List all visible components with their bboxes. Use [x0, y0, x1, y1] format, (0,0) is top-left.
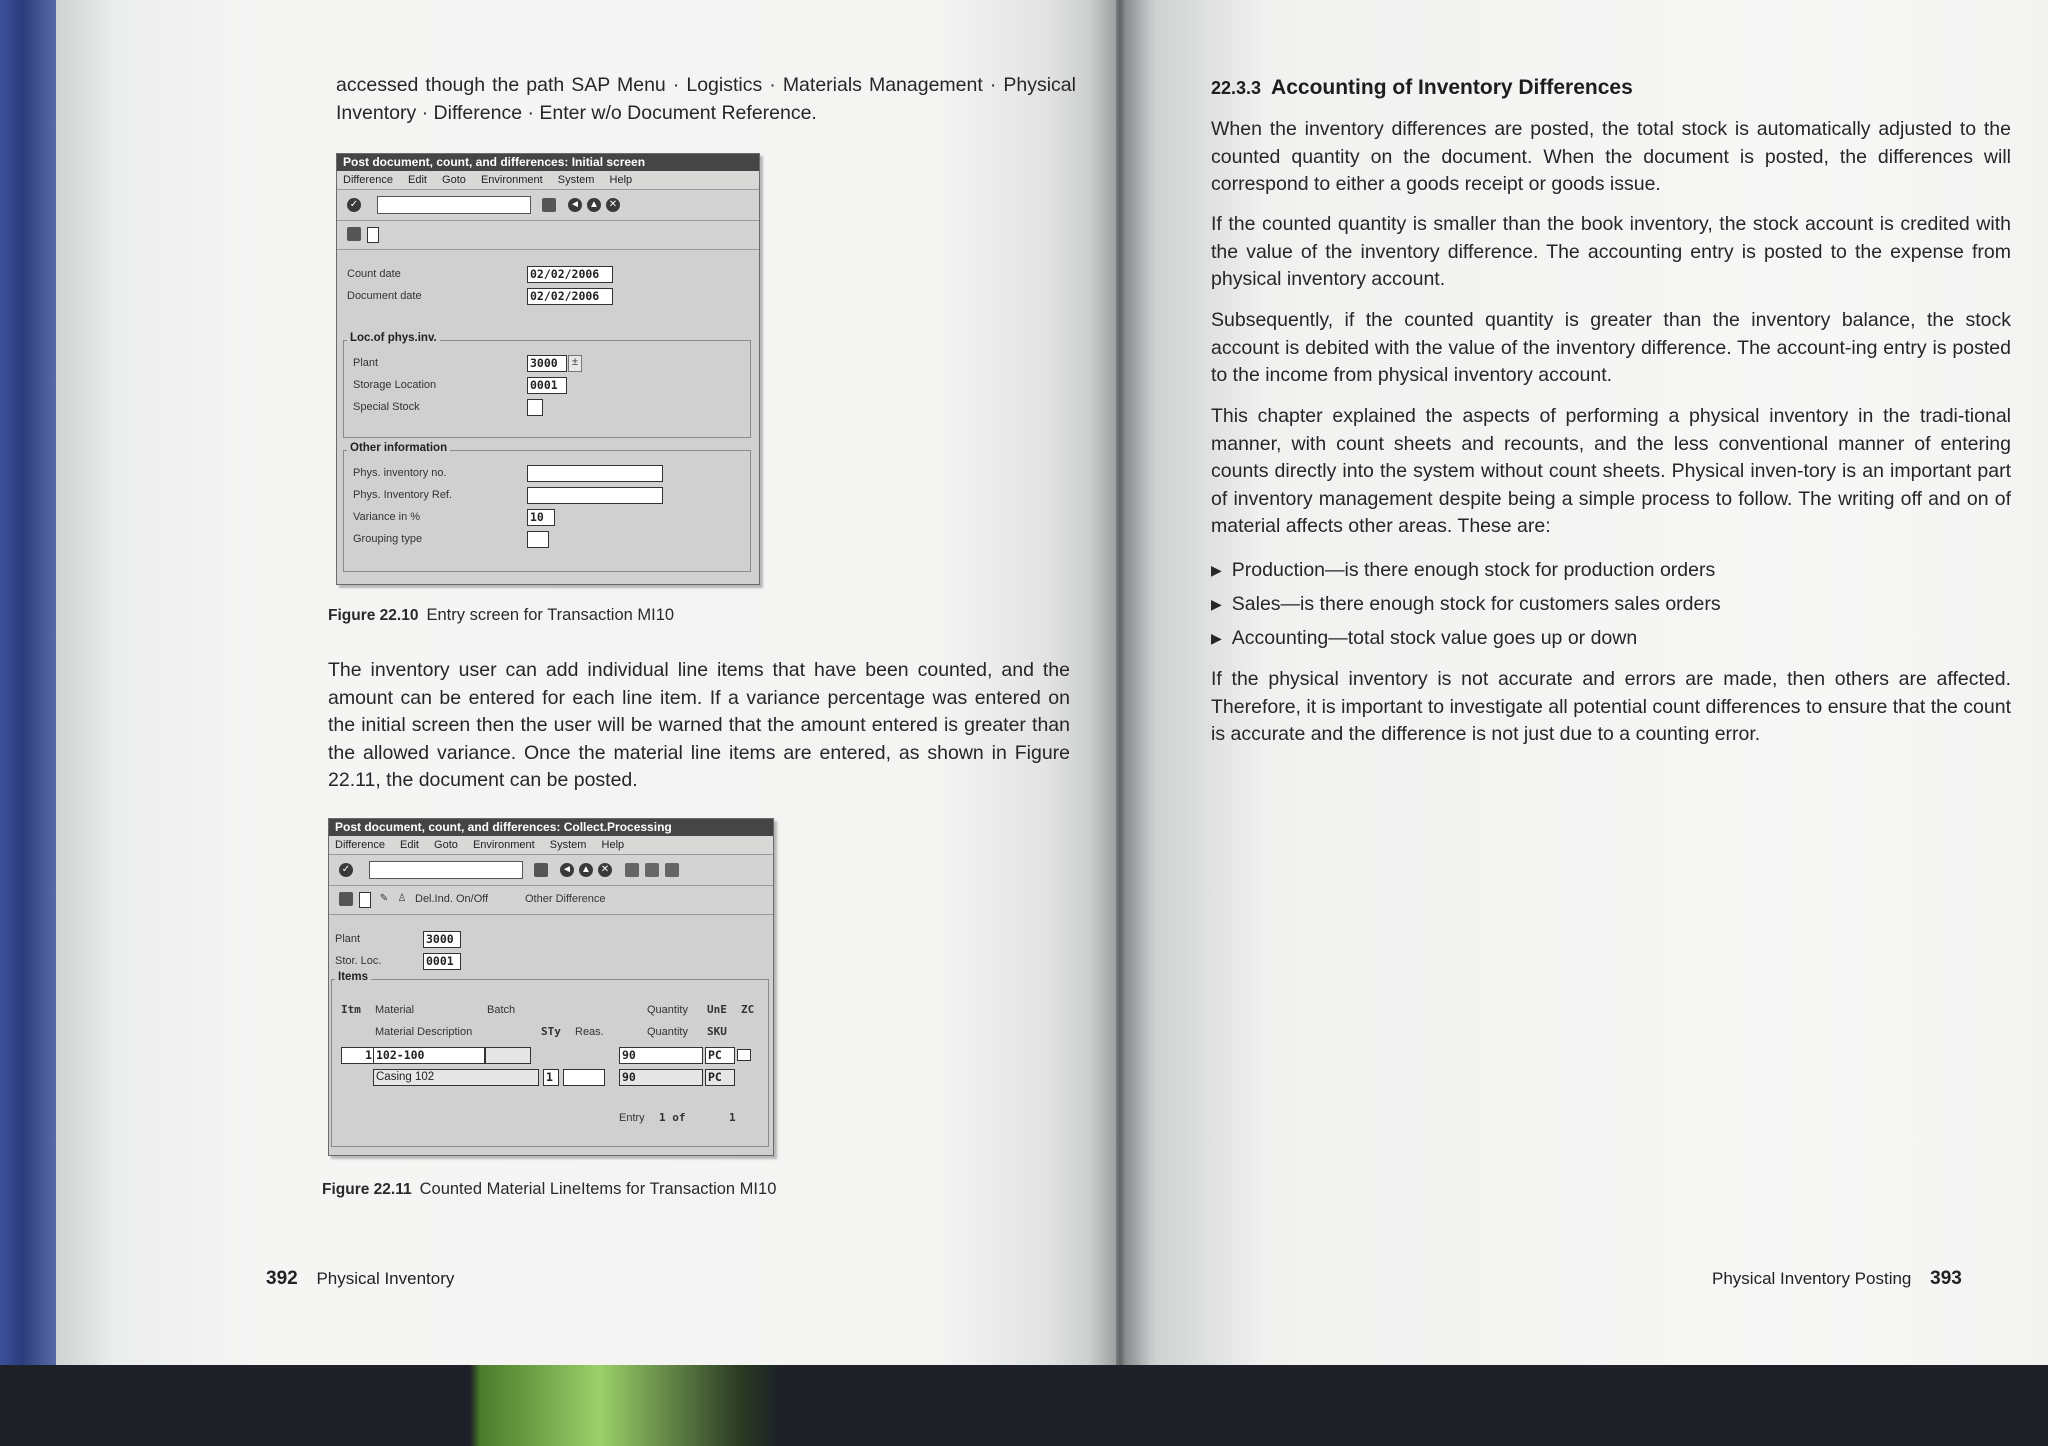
- user-icon[interactable]: ♙: [397, 893, 407, 904]
- list-item: [1211, 587, 2011, 621]
- sap-window-initial-screen: [336, 153, 760, 585]
- menu-environment[interactable]: Environment: [472, 839, 535, 851]
- loc-phys-inv-title: Loc.of phys.inv.: [347, 332, 440, 344]
- count-date-label: Count date: [347, 268, 401, 280]
- col-zc: ZC: [741, 1003, 755, 1016]
- back-icon[interactable]: ◄: [560, 863, 574, 877]
- figure-22-10-text: Entry screen for Transaction MI10: [426, 606, 675, 624]
- new-document-icon[interactable]: [359, 892, 371, 908]
- special-stock-field[interactable]: [527, 399, 543, 416]
- window-title: Post document, count, and differences: Collect.Processing: [329, 819, 773, 836]
- standard-toolbar: [329, 855, 773, 886]
- count-date-field[interactable]: 02/02/2006: [527, 266, 613, 283]
- col-reas: Reas.: [575, 1026, 604, 1038]
- entry-value: 1 of: [659, 1111, 686, 1124]
- save-icon[interactable]: [542, 198, 556, 212]
- paragraph-4: This chapter explained the aspects of performing a physical inventory in the tradi-tional manner, with count sheets and recounts, and the less conventional manner of entering counts directly into the system without count sheets. Physical inven-tory is an important part of inventory management despite being a simple process to follow. The writing off and on of material affects other areas. These are:: [1211, 405, 2011, 537]
- figure-22-10-caption: [328, 606, 674, 625]
- section-heading: [1211, 76, 1633, 100]
- col-material: Material: [375, 1004, 415, 1016]
- command-field[interactable]: [377, 196, 531, 214]
- menu-environment[interactable]: Environment: [480, 174, 543, 186]
- enter-icon[interactable]: ✓: [347, 198, 361, 212]
- storage-location-field[interactable]: 0001: [527, 377, 567, 394]
- stor-loc-label: Stor. Loc.: [335, 955, 382, 967]
- col-material-description: Material Description: [375, 1026, 473, 1038]
- row-zc-checkbox[interactable]: [737, 1049, 751, 1061]
- row-une-field[interactable]: PC: [705, 1047, 735, 1064]
- col-sku: SKU: [707, 1025, 727, 1038]
- plant-label: Plant: [353, 357, 379, 369]
- edit-icon[interactable]: ✎: [379, 893, 389, 904]
- grouping-type-field[interactable]: [527, 531, 549, 548]
- application-toolbar: [337, 221, 759, 250]
- paragraph-3: Subsequently, if the counted quantity is greater than the inventory balance, the stock account is debited with the value of the inventory difference. The account-ing entry is posted to the income from physical inventory account.: [1211, 309, 2011, 386]
- other-information-title: Other information: [347, 442, 450, 454]
- intro-text: accessed though the path SAP Menu · Logistics · Materials Management · Physical Inventory · Difference · Enter w/o Document Reference.: [336, 74, 1076, 124]
- left-background-edge: [0, 0, 56, 1365]
- cancel-icon[interactable]: ✕: [606, 198, 620, 212]
- print-icon[interactable]: [347, 227, 361, 241]
- print-icon[interactable]: [625, 863, 639, 877]
- menu-help[interactable]: Help: [601, 839, 625, 851]
- new-document-icon[interactable]: [367, 227, 379, 243]
- figure-22-11-text: Counted Material LineItems for Transaction MI10: [419, 1180, 777, 1198]
- bullet-list: [1211, 553, 2011, 655]
- menu-system[interactable]: System: [549, 839, 587, 851]
- menu-bar: [329, 836, 773, 855]
- figure-22-11-label: Figure 22.11: [322, 1181, 412, 1198]
- document-date-label: Document date: [347, 290, 422, 302]
- bullet-text: Production—is there enough stock for production orders: [1231, 559, 1716, 581]
- stor-loc-field[interactable]: 0001: [423, 953, 461, 970]
- find-next-icon[interactable]: [665, 863, 679, 877]
- left-page-number: 392: [266, 1268, 298, 1289]
- save-icon[interactable]: [534, 863, 548, 877]
- storage-location-label: Storage Location: [353, 379, 437, 391]
- menu-goto[interactable]: Goto: [434, 839, 458, 851]
- left-footer: [266, 1268, 454, 1290]
- bullet-triangle-icon: ▶: [1211, 630, 1222, 646]
- row-description-field: Casing 102: [373, 1069, 539, 1086]
- phys-inventory-ref-field[interactable]: [527, 487, 663, 504]
- document-date-field[interactable]: 02/02/2006: [527, 288, 613, 305]
- variance-label: Variance in %: [353, 511, 421, 523]
- col-itm: Itm: [341, 1003, 361, 1016]
- col-sty: STy: [541, 1025, 561, 1038]
- print-icon[interactable]: [339, 892, 353, 906]
- right-footer: [1712, 1268, 1962, 1290]
- plant-label: Plant: [335, 933, 361, 945]
- right-page: [1116, 0, 2048, 1365]
- right-page-number: 393: [1930, 1268, 1962, 1289]
- menu-edit[interactable]: Edit: [408, 174, 427, 186]
- plant-field[interactable]: 3000: [423, 931, 461, 948]
- entry-total: 1: [729, 1111, 736, 1124]
- window-title: Post document, count, and differences: Initial screen: [337, 154, 759, 171]
- plant-dropdown-icon[interactable]: ±: [568, 355, 582, 372]
- menu-difference[interactable]: Difference: [343, 174, 393, 186]
- row-quantity-2-field: 90: [619, 1069, 703, 1086]
- row-reas-field[interactable]: [563, 1069, 605, 1086]
- grouping-type-label: Grouping type: [353, 533, 423, 545]
- col-quantity-2: Quantity: [647, 1026, 688, 1038]
- find-icon[interactable]: [645, 863, 659, 877]
- section-title: Accounting of Inventory Differences: [1271, 76, 1633, 99]
- left-page: [56, 0, 1116, 1365]
- exit-icon[interactable]: ▲: [587, 198, 601, 212]
- paragraph-1: When the inventory differences are posted, the total stock is automatically adjusted to the counted quantity on the document. When the document is posted, the differences will correspond to either a goods receipt or goods issue.: [1211, 118, 2011, 195]
- items-title: Items: [335, 971, 371, 983]
- bottom-background: [0, 1365, 2048, 1446]
- row-itm-field[interactable]: 1: [341, 1047, 375, 1064]
- bullet-text: Sales—is there enough stock for customers sales orders: [1231, 593, 1721, 615]
- entry-label: Entry: [619, 1112, 645, 1124]
- col-quantity: Quantity: [647, 1004, 688, 1016]
- plant-field[interactable]: 3000: [527, 355, 567, 372]
- variance-field[interactable]: 10: [527, 509, 555, 526]
- left-footer-title: Physical Inventory: [316, 1269, 455, 1288]
- sap-window-collect-processing: [328, 818, 774, 1156]
- col-batch: Batch: [487, 1004, 516, 1016]
- right-footer-title: Physical Inventory Posting: [1712, 1269, 1912, 1288]
- cancel-icon[interactable]: ✕: [598, 863, 612, 877]
- row-sku-field: PC: [705, 1069, 735, 1086]
- menu-difference[interactable]: Difference: [335, 839, 385, 851]
- bullet-triangle-icon: ▶: [1211, 562, 1222, 578]
- body-paragraph: The inventory user can add individual line items that have been counted, and the amount can be entered for each line item. If a variance percentage was entered on the initial screen then the user will be warned that the amount entered is greater than the allowed variance. Once the material line items are entered, as shown in Figure 22.11, the document can be posted.: [328, 659, 1070, 791]
- bullet-triangle-icon: ▶: [1211, 596, 1222, 612]
- menu-help[interactable]: Help: [609, 174, 633, 186]
- back-icon[interactable]: ◄: [568, 198, 582, 212]
- standard-toolbar: [337, 190, 759, 221]
- menu-goto[interactable]: Goto: [442, 174, 466, 186]
- figure-22-10-label: Figure 22.10: [328, 607, 419, 624]
- paragraph-2: If the counted quantity is smaller than the book inventory, the stock account is credited with the value of the inventory difference. The accounting entry is posted to the expense from physical inventory account.: [1211, 213, 2011, 290]
- figure-22-11-caption: [322, 1180, 776, 1199]
- delete-indicator-toggle[interactable]: Del.Ind. On/Off: [415, 893, 489, 905]
- section-number: 22.3.3: [1211, 78, 1262, 98]
- menu-system[interactable]: System: [557, 174, 595, 186]
- book-gutter-shadow: [1090, 0, 1150, 1365]
- bullet-text: Accounting—total stock value goes up or down: [1231, 627, 1638, 649]
- special-stock-label: Special Stock: [353, 401, 420, 413]
- list-item: [1211, 553, 2011, 587]
- enter-icon[interactable]: ✓: [339, 863, 353, 877]
- phys-inventory-no-field[interactable]: [527, 465, 663, 482]
- menu-bar: [337, 171, 759, 190]
- command-field[interactable]: [369, 861, 523, 879]
- other-difference-button[interactable]: Other Difference: [525, 893, 606, 905]
- exit-icon[interactable]: ▲: [579, 863, 593, 877]
- application-toolbar: [329, 886, 773, 915]
- phys-inventory-ref-label: Phys. Inventory Ref.: [353, 489, 453, 501]
- row-sty-field[interactable]: 1: [543, 1069, 559, 1086]
- menu-edit[interactable]: Edit: [400, 839, 419, 851]
- closing-paragraph: If the physical inventory is not accurate and errors are made, then others are affected. Therefore, it is important to investigate all potential count differences to ensure that the count is accurate and the difference is not just due to a counting error.: [1211, 668, 2011, 745]
- row-material-field[interactable]: 102-100: [373, 1047, 485, 1064]
- phys-inventory-no-label: Phys. inventory no.: [353, 467, 447, 479]
- col-une: UnE: [707, 1003, 727, 1016]
- row-quantity-field[interactable]: 90: [619, 1047, 703, 1064]
- list-item: [1211, 621, 2011, 655]
- row-batch-field[interactable]: [485, 1047, 531, 1064]
